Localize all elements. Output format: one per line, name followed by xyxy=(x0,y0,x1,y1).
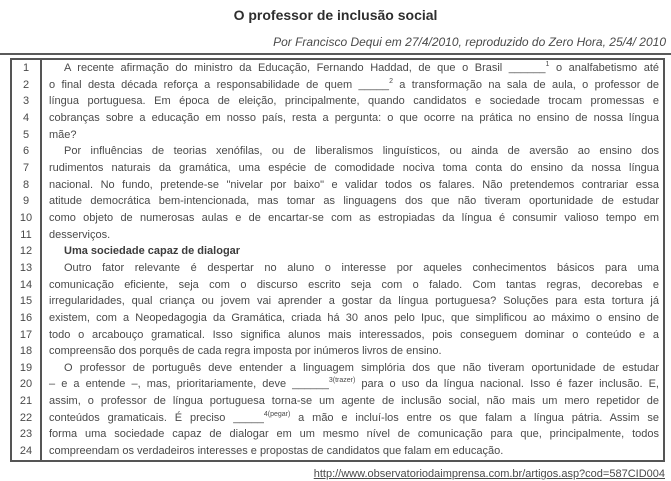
table-row xyxy=(11,327,664,344)
table-row xyxy=(11,360,664,377)
table-row xyxy=(11,93,664,110)
line-text: – e a entende –, mas, prioritariamente, deve ______$^{3(trazer)}$ para o uso da língua nacional. Isso é fazer inclusão. E, xyxy=(49,377,659,391)
line-text: nacional. No fundo, pretende-se "nivelar por baixo" e validar todos os falares. Não pretendemos contrariar essa xyxy=(49,178,659,191)
line-number: 18 xyxy=(11,343,41,360)
line-number: 4 xyxy=(11,110,41,127)
table-row xyxy=(11,77,664,94)
line-text: existem, com a Neopedagogia da Gramática, criada há 30 anos pelo Ipuc, que simplificou ao máximo o ensino de xyxy=(49,311,659,324)
source-url-link[interactable]: http://www.observatoriodaimprensa.com.br/artigos.asp?cod=587CID004 xyxy=(313,467,665,480)
table-row xyxy=(11,143,664,160)
blank-superscript: 2 xyxy=(389,77,393,85)
line-text: cobranças sobre a educação em nosso país, resta a pergunta: o que ocorre na prática no ensino de nossa língua xyxy=(49,111,659,124)
line-number: 23 xyxy=(11,426,41,443)
table-row xyxy=(11,110,664,127)
blank-superscript: 4(pegar) xyxy=(263,410,291,418)
line-number: 9 xyxy=(11,193,41,210)
line-number: 12 xyxy=(11,243,41,260)
line-text: O professor de português deve entender a linguagem simplória dos que não tiveram oportunidade de estudar xyxy=(64,361,659,374)
table-row xyxy=(11,426,664,443)
table-row xyxy=(11,410,664,427)
line-text: comunicação eficiente, seja com o discurso escrito seja com o falado. Com tantas regras, decorebas e xyxy=(49,278,659,291)
table-row xyxy=(11,443,664,461)
table-row xyxy=(11,293,664,310)
table-row xyxy=(11,177,664,194)
line-text: rudimentos naturais da gramática, uma espécie de comodidade nociva toma conta do ensino da nossa língua xyxy=(49,161,659,174)
byline-rule xyxy=(0,33,671,55)
table-row xyxy=(11,193,664,210)
table-row xyxy=(11,243,664,260)
line-number: 19 xyxy=(11,360,41,377)
line-text: atitude democrática bem-intencionada, mas tomar as linguagens dos que não tiveram oportunidade de estudar xyxy=(49,195,659,208)
line-number: 7 xyxy=(11,160,41,177)
line-number: 11 xyxy=(11,227,41,244)
line-text: conteúdos gramaticais. É preciso _____$^{4(pegar)}$ a mão e incluí-los entre os que falam a língua pátria. Assim se xyxy=(49,410,659,424)
line-text: compreendam os verdadeiros interesses e propostas de candidatos que falam em educação. xyxy=(49,445,504,458)
line-text: A recente afirmação do ministro da Educação, Fernando Haddad, de que o Brasil ______$^1$ o analfabetismo até xyxy=(64,61,659,74)
line-number: 24 xyxy=(11,443,41,461)
line-number: 22 xyxy=(11,410,41,427)
table-row xyxy=(11,59,664,77)
line-number: 2 xyxy=(11,77,41,94)
line-text: compreensão dos porquês de cada regra imposta por inúmeros livros de ensino. xyxy=(49,345,442,358)
line-text: forma uma sociedade capaz de dialogar em um mesmo nível de comunicação para que, principalmente, todos xyxy=(49,428,659,441)
line-number: 20 xyxy=(11,376,41,393)
page-title: O professor de inclusão social xyxy=(233,7,438,23)
blank-superscript: 3(trazer) xyxy=(328,377,356,385)
table-body xyxy=(11,59,664,461)
line-number: 10 xyxy=(11,210,41,227)
line-text: desserviços. xyxy=(49,228,111,241)
line-number: 17 xyxy=(11,327,41,344)
line-number: 3 xyxy=(11,93,41,110)
line-text: irregularidades, qual criança ou jovem vai aprender a gostar da língua portuguesa? Soluções para esta tortura já xyxy=(49,295,659,308)
byline: Por Francisco Dequi em 27/4/2010, reproduzido do Zero Hora, 25/4/ 2010 xyxy=(273,35,666,49)
line-text: assim, o professor de língua portuguesa torna-se um agente de inclusão social, não mais um mero repetidor de xyxy=(49,395,659,408)
table-row xyxy=(11,310,664,327)
line-text: o final desta década reforça a responsabilidade de quem _____$^2$ a transformação na sala de aula, o professor de xyxy=(49,77,659,91)
table-row xyxy=(11,343,664,360)
section-heading: Uma sociedade capaz de dialogar xyxy=(64,245,241,258)
line-text: mãe? xyxy=(49,128,77,141)
table-row xyxy=(11,277,664,294)
table-row xyxy=(11,210,664,227)
line-number: 21 xyxy=(11,393,41,410)
table-row xyxy=(11,127,664,144)
numbered-text-table xyxy=(10,58,665,462)
line-number: 14 xyxy=(11,277,41,294)
line-text: como objeto de numerosas aulas e de encartar-se com as estropiadas da língua é consumir valioso tempo em xyxy=(49,211,659,224)
line-text: língua portuguesa. Em época de eleição, principalmente, quando candidatos e sociedade trocam promessas e xyxy=(49,95,659,108)
line-number: 5 xyxy=(11,127,41,144)
blank-superscript: 1 xyxy=(545,61,550,68)
line-text: Por influências de teorias xenófilas, ou de liberalismos linguísticos, ou ainda de aversão ao ensino dos xyxy=(64,145,659,158)
table-row xyxy=(11,227,664,244)
line-number: 6 xyxy=(11,143,41,160)
table-row xyxy=(11,260,664,277)
text-table-wrapper xyxy=(0,55,671,462)
line-number: 1 xyxy=(11,59,41,77)
line-text: Outro fator relevante é despertar no aluno o interesse por aqueles conhecimentos básicos para uma xyxy=(64,261,659,274)
table-row xyxy=(11,393,664,410)
line-text: todo o arcabouço gramatical. Isso significa alunos mais interessados, pois conseguem dominar o conteúdo e a xyxy=(49,328,659,341)
line-number: 16 xyxy=(11,310,41,327)
document-page xyxy=(0,7,671,481)
table-row xyxy=(11,376,664,393)
footer xyxy=(0,462,671,481)
line-number: 13 xyxy=(11,260,41,277)
line-number: 15 xyxy=(11,293,41,310)
line-number: 8 xyxy=(11,177,41,194)
table-row xyxy=(11,160,664,177)
